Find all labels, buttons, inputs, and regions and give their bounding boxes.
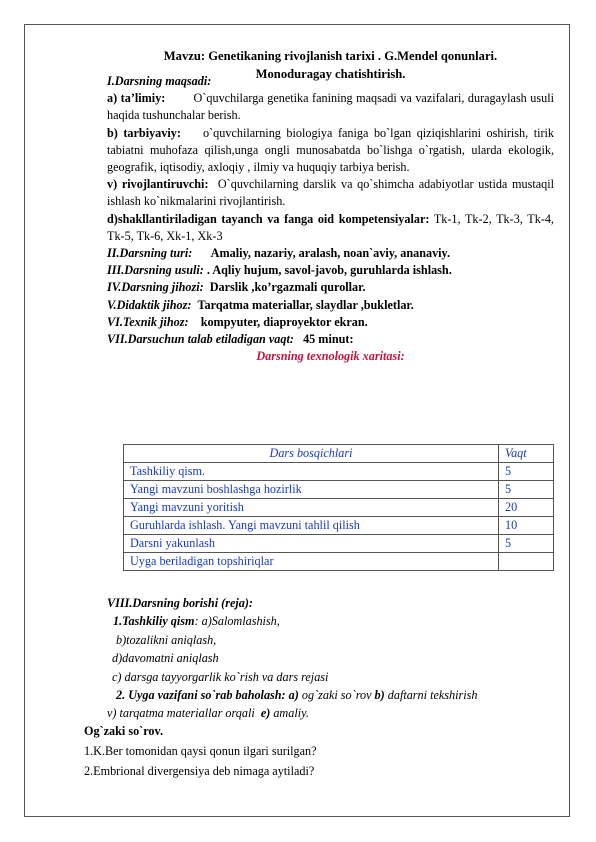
title-line-2: Monoduragay chatishtirish. [255,67,406,81]
lesson-equipment-label: IV.Darsning jihozi: [107,280,204,295]
goal-a-text: O`quvchilarga genetika fanining maqsadi va vazifalari, duragaylash usuli haqida tushunchalar berish. [107,91,555,123]
oral-questions [84,722,554,781]
time-cell: 5 [499,481,554,499]
plan-homework [107,686,567,704]
plan-org-label: 1.Tashkiliy qism [113,614,195,629]
stage-cell: Yangi mavzuni yoritish [124,499,499,517]
oral-heading: Og`zaki so`rov. [84,724,163,738]
lesson-time-value: 45 minut: [303,332,354,347]
goals-heading: I.Darsning maqsadi: [107,74,212,88]
plan-hw-e: amaliy. [273,706,309,721]
lesson-method-label: III.Darsning usuli: [107,263,204,278]
lesson-equipment [107,279,554,296]
goal-b-label: b) tarbiyaviy: [107,125,181,140]
table-row [124,553,554,571]
goal-b-text: o`quvchilarning biologiya faniga bo`lgan qiziqishlarini oshirish, tirik tabiatni muhofaza qilish,unga ongli munosabatda bo`lishga o`rgatish, ularda ekologik, geografik, iqtisodiy, axloqiy , ilmiy va huquqiy tarbiya berish. [107,125,555,175]
goal-v-label: v) rivojlantiruvchi: [107,177,209,192]
plan-hw-b: daftarni tekshirish [387,688,478,703]
goal-v-text: O`quvchilarning darslik va qo`shimcha adabiyotlar ustida mustaqil ishlash ko`nikmalarini rivojlantirish. [107,177,554,209]
goal-a [107,90,554,124]
plan-hw-a: og`zaki so`rov [301,688,372,703]
lesson-time-label: VII.Darsuchun talab etiladigan vaqt: [107,332,294,347]
lesson-time [107,331,554,348]
lesson-equipment-value: Darslik ,ko’rgazmali qurollar. [209,280,366,295]
lesson-method-value: . Aqliy hujum, savol-javob, guruhlarda ishlash. [206,263,452,278]
table-row [124,517,554,535]
table-row [124,463,554,481]
table-row [124,481,554,499]
tech-map-table [123,444,554,571]
lesson-method [107,262,554,279]
plan-hw-v: v) tarqatma materiallar orqali [107,706,255,721]
table-row [124,499,554,517]
goal-b [107,125,554,177]
didactic-label: V.Didaktik jihoz: [107,297,192,312]
tech-map-heading: Darsning texnologik xaritasi: [256,349,405,364]
technical-equipment [107,314,554,331]
col-time-header: Vaqt [499,445,554,463]
technical-label: VI.Texnik jihoz: [107,314,189,329]
goal-a-label: a) ta’limiy: [107,91,166,106]
lesson-type [107,245,554,262]
time-cell: 5 [499,463,554,481]
stage-cell: Guruhlarda ishlash. Yangi mavzuni tahlil qilish [124,517,499,535]
stage-cell: Tashkiliy qism. [124,463,499,481]
oral-question-2: 2.Embrional divergensiya deb nimaga aytiladi? [84,763,315,778]
stage-cell: Uyga beriladigan topshiriqlar [124,553,499,571]
plan-hw-b-letter: b) [374,688,385,703]
goal-d [107,211,554,245]
lesson-type-value: Amaliy, nazariy, aralash, noan`aviy, ananaviy. [210,246,451,261]
stage-cell: Yangi mavzuni boshlashga hozirlik [124,481,499,499]
plan-hw-e-letter: e) [260,706,271,721]
col-stages-header: Dars bosqichlari [124,445,499,463]
stage-cell: Darsni yakunlash [124,535,499,553]
plan-hw-label: 2. Uyga vazifani so`rab baholash: [116,688,286,703]
lesson-type-label: II.Darsning turi: [107,246,193,261]
plan-org-a: : a)Salomlashish, [194,614,280,629]
lesson-plan [107,594,567,723]
didactic-value: Tarqatma materiallar, slaydlar ,bukletlar. [197,297,414,312]
table-row [124,535,554,553]
time-cell [499,553,554,571]
plan-org [107,612,567,630]
didactic-equipment [107,297,554,314]
oral-question-1: 1.K.Ber tomonidan qaysi qonun ilgari surilgan? [84,743,317,758]
plan-hw-a-letter: a) [288,688,299,703]
goal-v [107,176,554,210]
technical-value: kompyuter, diaproyektor ekran. [200,314,368,329]
plan-heading: VIII.Darsning borishi (reja): [107,596,253,610]
plan-hw-v-line [107,704,567,722]
time-cell: 10 [499,517,554,535]
goal-d-text: Tk-1, Tk-2, Tk-3, Tk-4, Tk-5, Tk-6, Xk-1, Xk-3 [107,211,554,243]
goal-d-label: d)shakllantiriladigan tayanch va fanga oid kompetensiyalar: [107,211,430,226]
lesson-goals [107,73,554,365]
table-header-row [124,445,554,463]
plan-org-b: b)tozalikni aniqlash, [116,632,217,647]
plan-org-d: d)davomatni aniqlash [112,651,219,666]
time-cell: 5 [499,535,554,553]
time-cell: 20 [499,499,554,517]
plan-org-c: c) darsga tayyorgarlik ko`rish va dars rejasi [112,669,329,684]
title-line-1: Mavzu: Genetikaning rivojlanish tarixi . G.Mendel qonunlari. [163,49,498,63]
